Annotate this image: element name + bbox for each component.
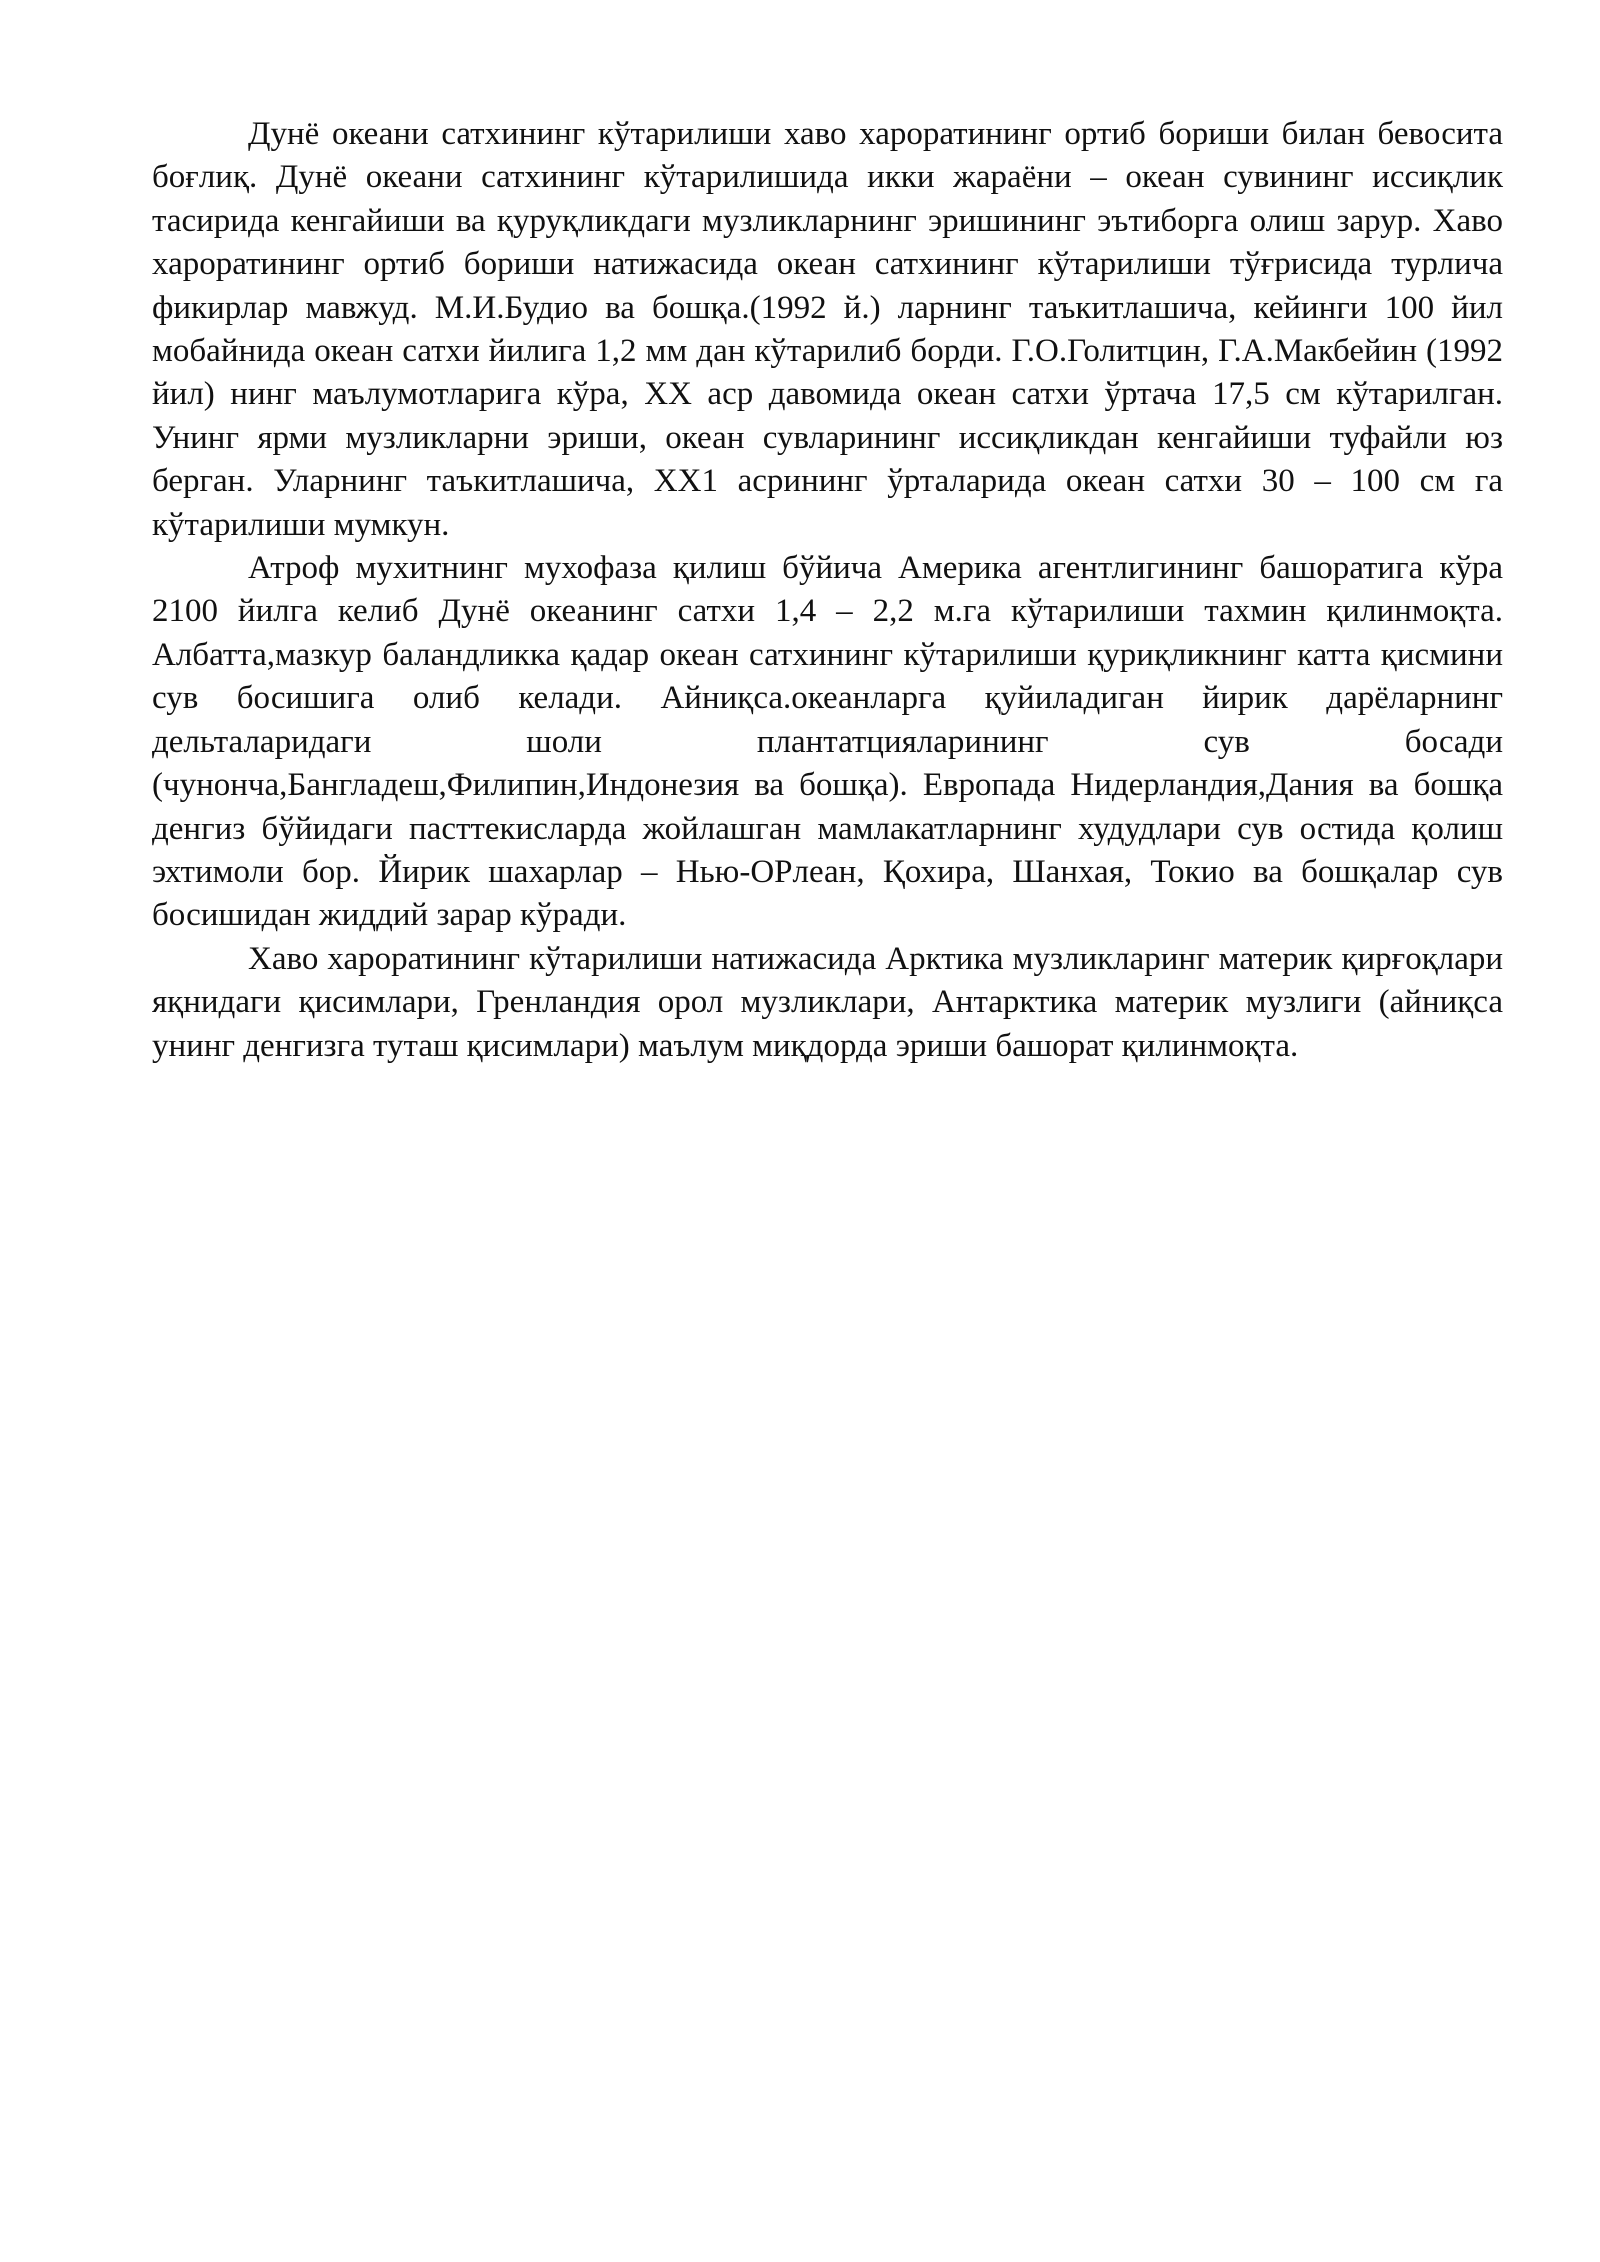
paragraph-2: Атроф мухитнинг мухофаза қилиш бўйича Америка агентлигининг башоратига кўра 2100 йилга келиб Дунё океанинг сатхи 1,4 – 2,2 м.га кўтарилиши тахмин қилинмоқта. Албатта,мазкур баландликка қадар океан сатхининг кўтарилиши қуриқликнинг катта қисмини сув босишига олиб келади. Айниқса.океанларга қуйиладиган йирик дарёларнинг дельталаридаги шоли плантатцияларининг сув босади (чунонча,Бангладеш,Филипин,Индонезия ва бошқа). Европада Нидерландия,Дания ва бошқа денгиз бўйидаги пасттекисларда жойлашган мамлакатларнинг худудлари сув остида қолиш эхтимоли бор. Йирик шахарлар – Нью-ОРлеан, Қохира, Шанхая, Токио ва бошқалар сув босишидан жиддий зарар кўради. (152, 550, 1503, 934)
paragraph-1: Дунё океани сатхининг кўтарилиши хаво хароратининг ортиб бориши билан бевосита боғлиқ. Дунё океани сатхининг кўтарилишида икки жараёни – океан сувининг иссиқлик тасирида кенгайиши ва қуруқликдаги музликларнинг эришининг эътиборга олиш зарур. Хаво хароратининг ортиб бориши натижасида океан сатхининг кўтарилиши тўғрисида турлича фикирлар мавжуд. М.И.Будио ва бошқа.(1992 й.) ларнинг таъкитлашича, кейинги 100 йил мобайнида океан сатхи йилига 1,2 мм дан кўтарилиб борди. Г.О.Голитцин, Г.А.Макбейин (1992 йил) нинг маълумотларига кўра, ХХ аср давомида океан сатхи ўртача 17,5 см кўтарилган. Унинг ярми музликларни эриши, океан сувларининг иссиқликдан кенгайиши туфайли юз берган. Уларнинг таъкитлашича, ХХ1 асрининг ўрталарида океан сатхи 30 – 100 см га кўтарилиши мумкун. (152, 116, 1503, 543)
document-body (152, 113, 1503, 1068)
paragraph-3: Хаво хароратининг кўтарилиши натижасида Арктика музликларинг материк қирғоқлари яқнидаги қисимлари, Гренландия орол музликлари, Антарктика материк музлиги (айниқса унинг денгизга туташ қисимлари) маълум миқдорда эриши башорат қилинмоқта. (152, 940, 1503, 1064)
